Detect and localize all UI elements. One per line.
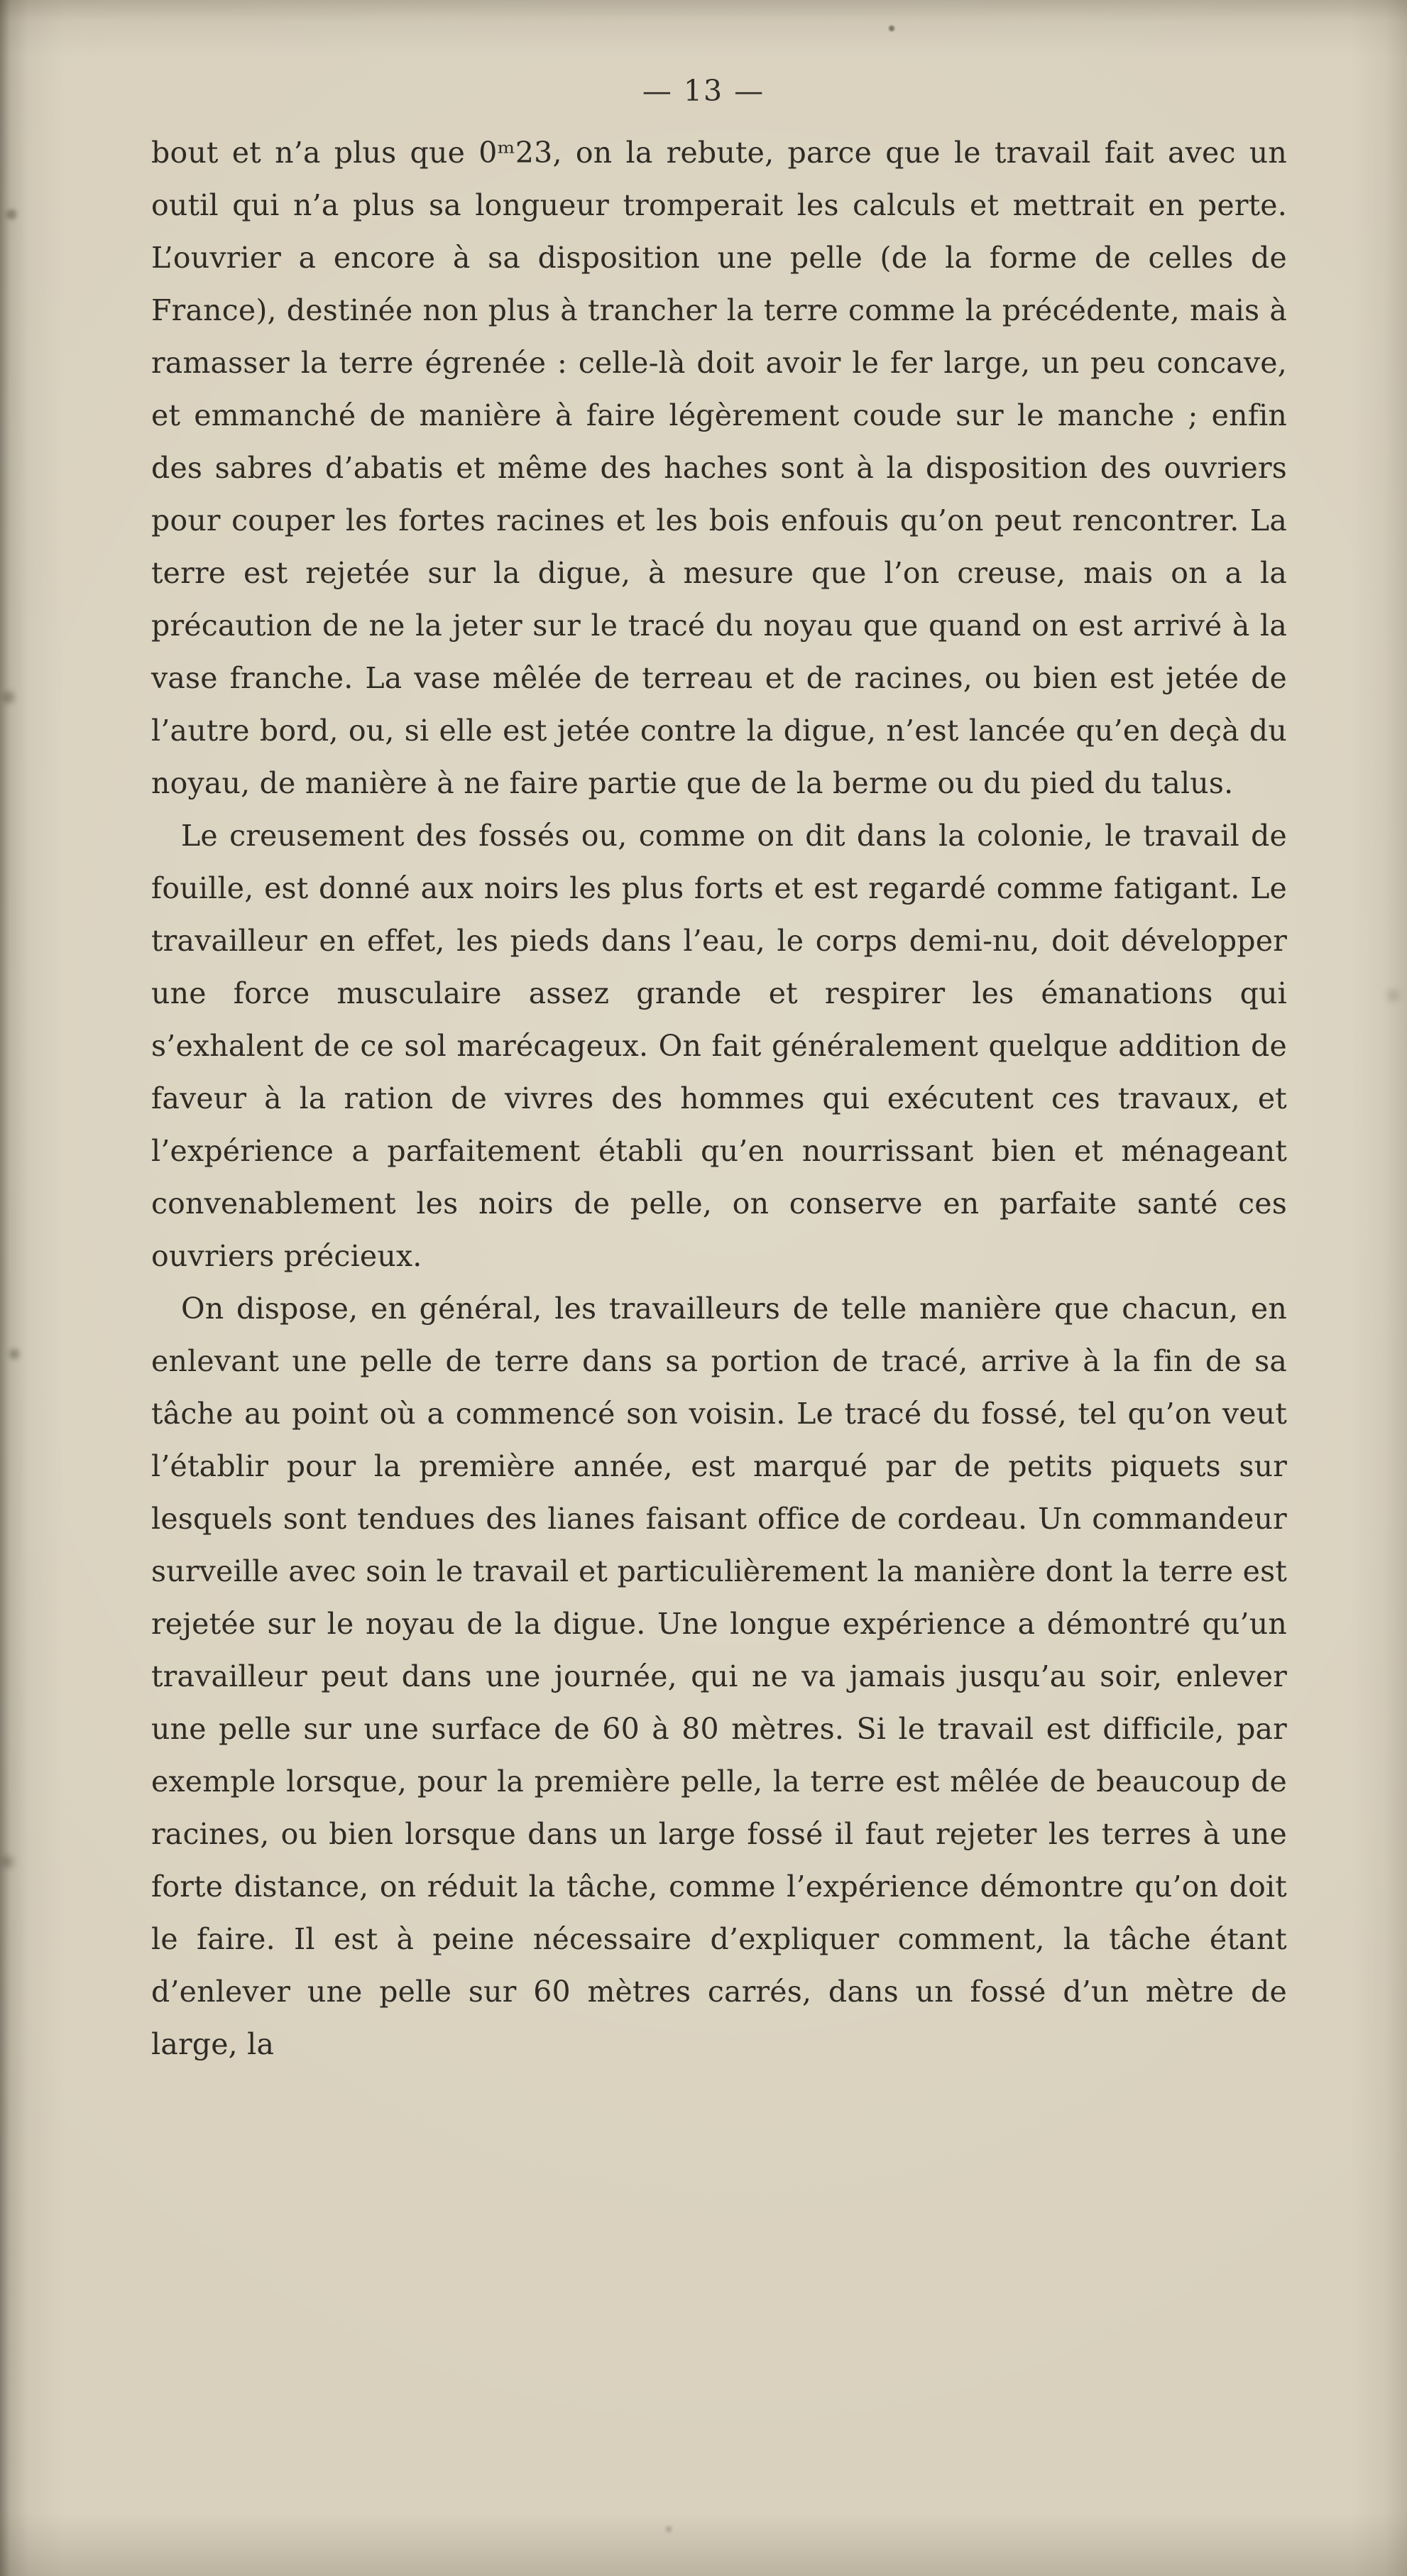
paragraph-3: On dispose, en général, les travailleurs de telle manière que chacun, en enlevant une pelle de terre dans sa portion de tracé, arrive à la fin de sa tâche au point où a commencé son voisin. Le tracé du fossé, tel qu’on veut l’établir pour la première année, est marqué par de petits piquets sur lesquels sont tendues des lianes faisant office de cordeau. Un commandeur surveille avec soin le travail et particulièrement la manière dont la terre est rejetée sur le noyau de la digue. Une longue expérience a démontré qu’un travailleur peut dans une journée, qui ne va jamais jusqu’au soir, enlever une pelle sur une surface de 60 à 80 mètres. Si le travail est difficile, par exemple lorsque, pour la première pelle, la terre est mêlée de beaucoup de racines, ou bien lorsque dans un large fossé il faut rejeter les terres à une forte distance, on réduit la tâche, comme l’expérience démontre qu’on doit le faire. Il est à peine nécessaire d’expliquer comment, la tâche étant d’enlever une pelle sur 60 mètres carrés, dans un fossé d’un mètre de large, la <box>151 1292 1287 2061</box>
page-number: — 13 — <box>642 74 765 108</box>
paragraph-2: Le creusement des fossés ou, comme on dit dans la colonie, le travail de fouille, est donné aux noirs les plus forts et est regardé comme fatigant. Le travailleur en effet, les pieds dans l’eau, le corps demi-nu, doit développer une force musculaire assez grande et respirer les émanations qui s’exhalent de ce sol marécageux. On fait généralement quelque addition de faveur à la ration de vivres des hommes qui exécutent ces travaux, et l’expérience a parfaitement établi qu’en nourrissant bien et ménageant convenablement les noirs de pelle, on conserve en parfaite santé ces ouvriers précieux. <box>151 819 1287 1273</box>
paragraph-1: bout et n’a plus que 0ᵐ23, on la rebute, parce que le travail fait avec un outil qui n’a plus sa longueur tromperait les calculs et mettrait en perte. L’ouvrier a encore à sa disposition une pelle (de la forme de celles de France), destinée non plus à trancher la terre comme la précédente, mais à ramasser la terre égrenée : celle-là doit avoir le fer large, un peu concave, et emmanché de manière à faire légèrement coude sur le manche ; enfin des sabres d’abatis et même des haches sont à la disposition des ouvriers pour couper les fortes racines et les bois enfouis qu’on peut rencontrer. La terre est rejetée sur la digue, à mesure que l’on creuse, mais on a la précaution de ne la jeter sur le tracé du noyau que quand on est arrivé à la vase franche. La vase mêlée de terreau et de racines, ou bien est jetée de l’autre bord, ou, si elle est jetée contre la digue, n’est lancée qu’en deçà du noyau, de manière à ne faire partie que de la berme ou du pied du talus. <box>151 136 1287 800</box>
body-text <box>151 126 1287 2070</box>
scan-artifacts <box>0 0 3 3</box>
